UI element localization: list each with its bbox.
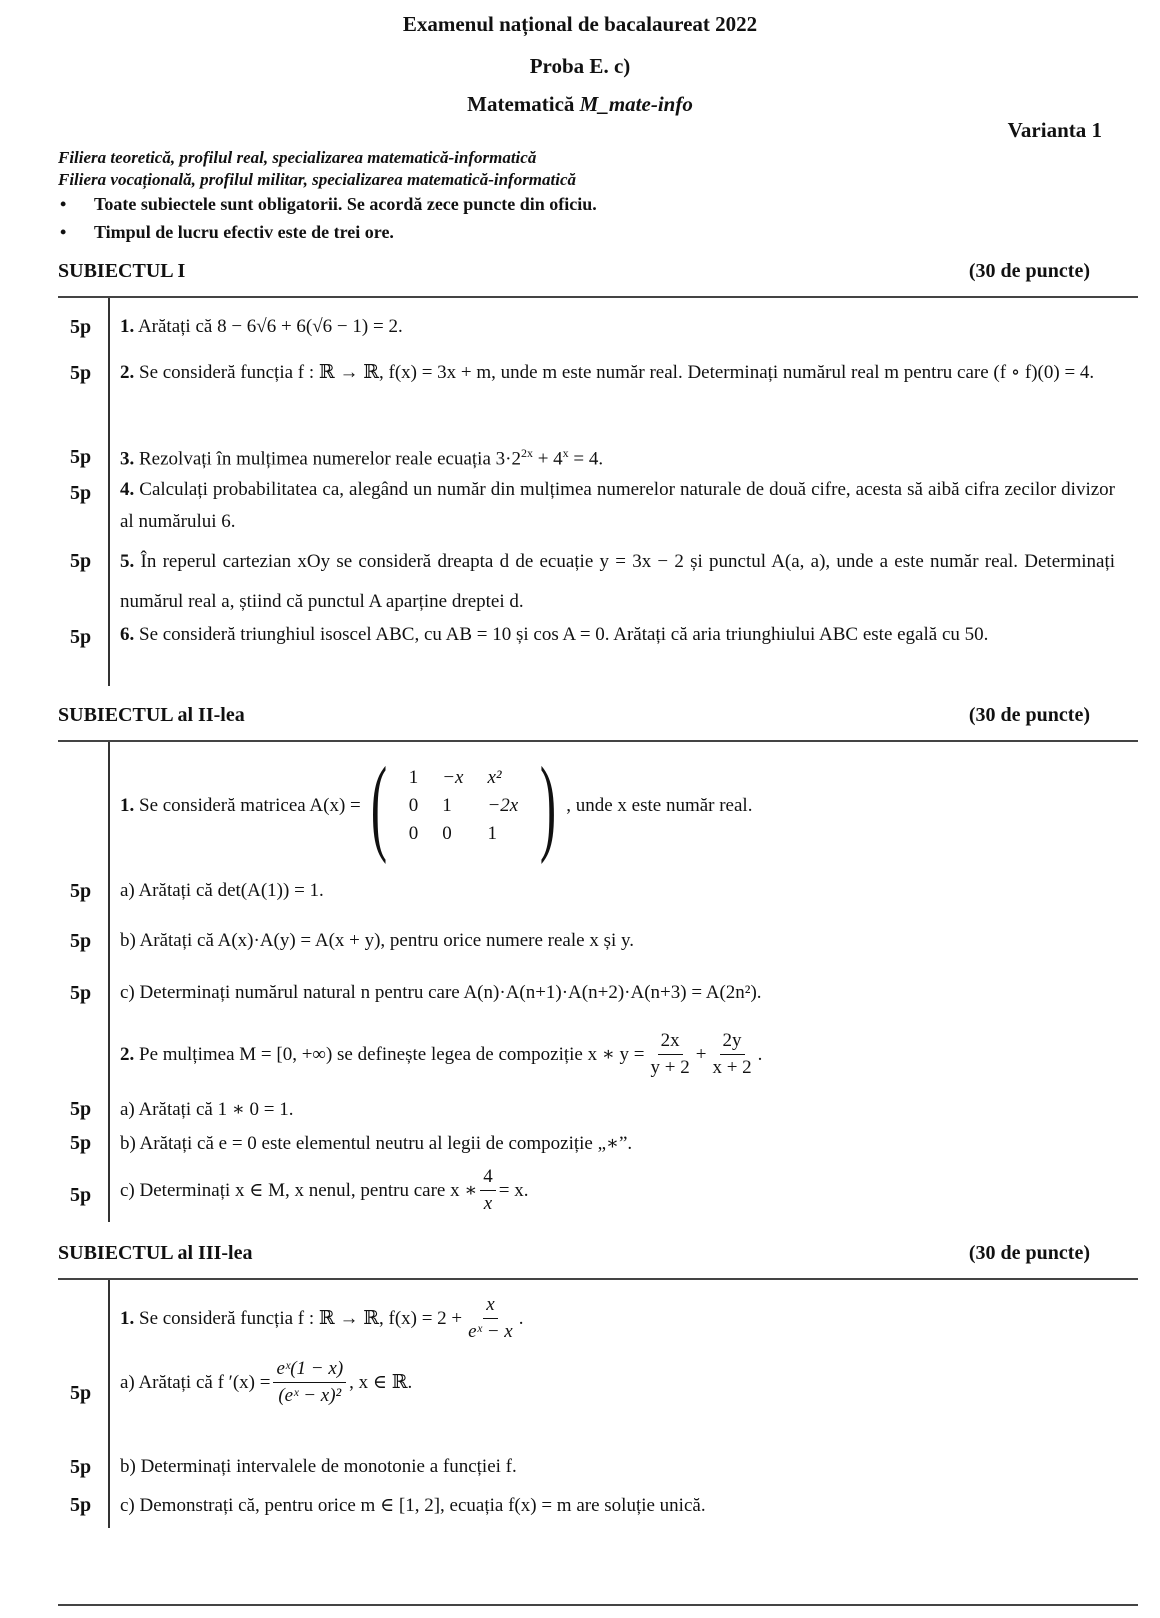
- s1-item-4: 4. Calculați probabilitatea ca, alegând un număr din mulțimea numerelor naturale de două cifre, acesta să aibă cifra zecilor divizor al numărului 6.: [120, 479, 1115, 532]
- item-points: 5p: [70, 1382, 92, 1404]
- footer-rule: [58, 1604, 1138, 1606]
- s2-item-2a: a) Arătați că 1 ∗ 0 = 1.: [120, 1099, 294, 1120]
- section-2-margin-line: [108, 742, 110, 1222]
- filiera-1: Filiera teoretică, profilul real, specializarea matematică-informatică: [58, 148, 537, 167]
- item-points: 5p: [70, 1184, 92, 1206]
- item-points: 5p: [70, 446, 92, 468]
- instruction-1: • Toate subiectele sunt obligatorii. Se acordă zece puncte din oficiu.: [60, 194, 597, 214]
- s2-intro-2: 2. Pe mulțimea M = [0, +∞) se definește legea de compoziție x ∗ y = $\frac{2x}{y + 2}$ + $\frac{2y}{x + 2}$ .: [120, 1030, 763, 1078]
- variant-label: Varianta 1: [1007, 118, 1102, 142]
- s2-item-1c: c) Determinați numărul natural n pentru care A(n)·A(n+1)·A(n+2)·A(n+3) = A(2n²).: [120, 982, 762, 1003]
- s2-item-1a: a) Arătați că det(A(1)) = 1.: [120, 880, 324, 901]
- s1-item-3: 3. Rezolvați în mulțimea numerelor reale ecuația $3\cdot 2^{2x} + 4^x = 4$.: [120, 446, 604, 470]
- section-1-rule: [58, 296, 1138, 298]
- section-1-title: SUBIECTUL I: [58, 260, 186, 282]
- s1-item-6: 6. Se consideră triunghiul isoscel ABC, cu AB = 10 și cos A = 0. Arătați că aria triunghiului ABC este egală cu 50.: [120, 624, 989, 645]
- section-3-rule: [58, 1278, 1138, 1280]
- fraction: $\frac{2y}{x + 2}$: [712, 1030, 752, 1078]
- section-2-points: (30 de puncte): [968, 704, 1090, 726]
- s3-item-a: a) Arătați că f ′(x) = $\frac{\text{eˣ(1 − x)}}{\text{(eˣ − x)²}}$ , x ∈ ℝ.: [120, 1358, 413, 1406]
- s3-item-c: c) Demonstrați că, pentru orice m ∈ [1, 2], ecuația f(x) = m are soluție unică.: [120, 1495, 706, 1516]
- section-1-points: (30 de puncte): [968, 260, 1090, 282]
- section-3-title: SUBIECTUL al III-lea: [58, 1242, 253, 1264]
- filiera-2: Filiera vocațională, profilul militar, specializarea matematică-informatică: [58, 170, 577, 189]
- matrix-A: ( 1 −x x² 0 1 −2x 0 0 1 ): [370, 746, 557, 865]
- item-points: 5p: [70, 362, 92, 384]
- item-points: 5p: [70, 1132, 92, 1154]
- item-points: 5p: [70, 1456, 92, 1478]
- subject-plain: Matematică: [467, 92, 580, 116]
- section-3-margin-line: [108, 1280, 110, 1528]
- s3-intro: 1. Se consideră funcția f : ℝ → ℝ, f(x) = 2 + $\frac{x}{\text{eˣ − x}}$ .: [120, 1294, 524, 1342]
- s2-intro-1: 1. Se consideră matricea A(x) = ( 1 −x x² 0 1 −2x 0 0 1 ) , unde x este număr real.: [120, 746, 753, 865]
- item-points: 5p: [70, 1494, 92, 1516]
- section-1-margin-line: [108, 298, 110, 686]
- s3-item-b: b) Determinați intervalele de monotonie a funcției f.: [120, 1456, 517, 1477]
- item-points: 5p: [70, 930, 92, 952]
- fraction: $\frac{\text{eˣ(1 − x)}}{\text{(eˣ − x)²}}$: [273, 1358, 346, 1407]
- s1-item-5: 5. În reperul cartezian xOy se consideră dreapta d de ecuație y = 3x − 2 și punctul A(a, a), unde a este număr real. Determinați numărul real a, știind că punctul A aparține dreptei d.: [120, 551, 1116, 612]
- fraction: $\frac{2x}{y + 2}$: [650, 1030, 690, 1078]
- matrix-left-bracket: (: [370, 746, 387, 865]
- matrix-right-bracket: ): [540, 746, 557, 865]
- item-points: 5p: [70, 626, 92, 648]
- bullet-icon: •: [60, 222, 67, 242]
- item-points: 5p: [70, 482, 92, 504]
- s2-item-1b: b) Arătați că A(x)·A(y) = A(x + y), pentru orice numere reale x și y.: [120, 930, 635, 951]
- s1-item-2: 2. Se consideră funcția f : ℝ → ℝ, f(x) = 3x + m, unde m este număr real. Determinați numărul real m pentru care (f ∘ f)(0) = 4.: [120, 362, 1095, 383]
- item-points: 5p: [70, 880, 92, 902]
- s2-item-2c: c) Determinați x ∈ M, x nenul, pentru care x ∗ $\frac{4}{x}$ = x.: [120, 1166, 529, 1214]
- fraction: $\frac{4}{x}$: [480, 1166, 496, 1215]
- fraction: $\frac{x}{\text{eˣ − x}}$: [468, 1294, 513, 1342]
- exam-subject: [0, 92, 1160, 117]
- item-points: 5p: [70, 550, 92, 572]
- subject-italic: M_mate-info: [579, 92, 693, 116]
- s1-item-1: 1. Arătați că 8 − 6√6 + 6(√6 − 1) = 2.: [120, 316, 403, 337]
- instruction-2: • Timpul de lucru efectiv este de trei ore.: [60, 222, 394, 242]
- section-2-rule: [58, 740, 1138, 742]
- section-2-title: SUBIECTUL al II-lea: [58, 704, 245, 726]
- s2-item-2b: b) Arătați că e = 0 este elementul neutru al legii de compoziție „∗”.: [120, 1133, 633, 1154]
- item-points: 5p: [70, 316, 92, 338]
- item-points: 5p: [70, 982, 92, 1004]
- exam-proba: Proba E. c): [529, 54, 631, 78]
- section-3-points: (30 de puncte): [968, 1242, 1090, 1264]
- item-points: 5p: [70, 1098, 92, 1120]
- bullet-icon: •: [60, 194, 67, 214]
- exam-title: Examenul național de bacalaureat 2022: [402, 12, 758, 36]
